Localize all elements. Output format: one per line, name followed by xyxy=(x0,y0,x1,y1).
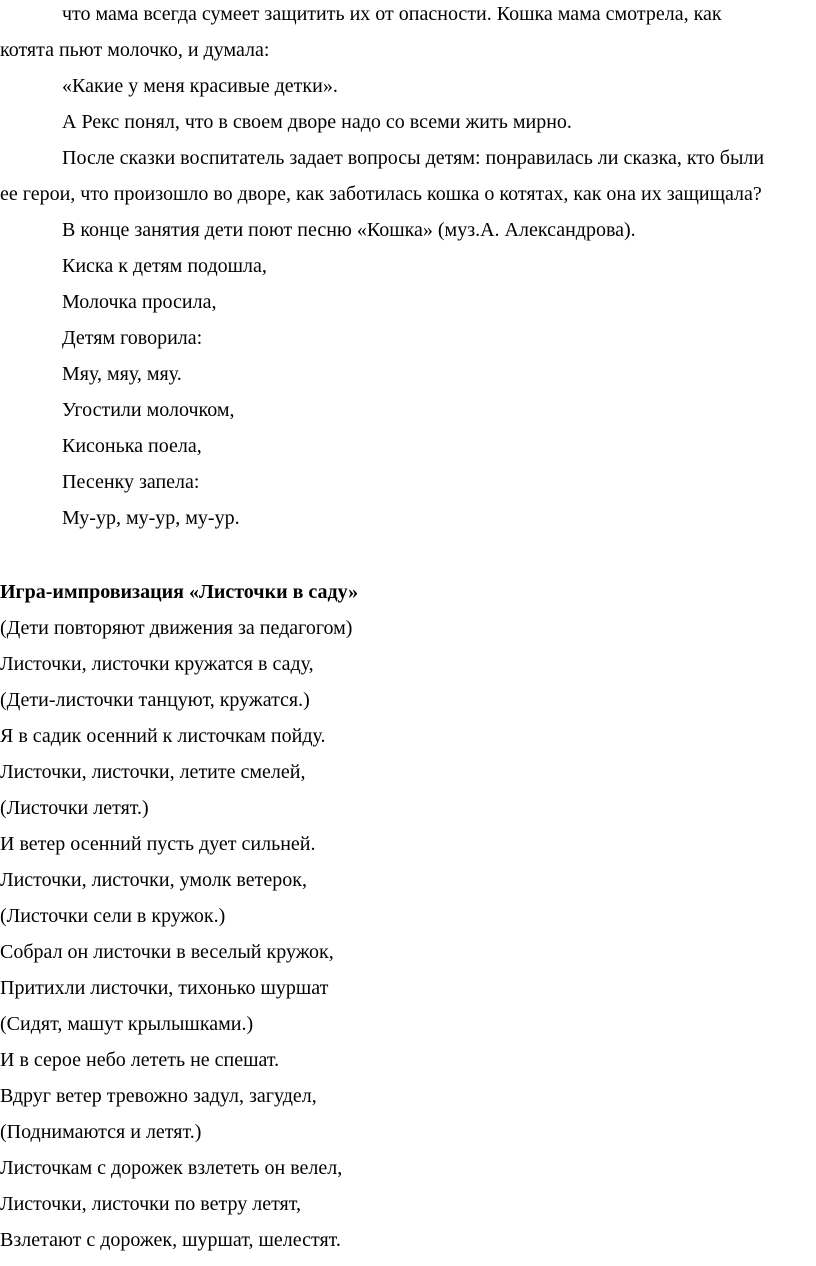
game-line: И ветер осенний пусть дует сильней. xyxy=(0,833,316,855)
song-line: Детям говорила: xyxy=(62,327,203,349)
game-line: (Листочки летят.) xyxy=(0,797,149,819)
story-paragraph-line: ее герои, что произошло во дворе, как заботилась кошка о котятах, как она их защищала? xyxy=(0,183,762,205)
song-line: Угостили молочком, xyxy=(62,399,235,421)
story-paragraph-line: котята пьют молочко, и думала: xyxy=(0,39,270,61)
story-paragraph-line: После сказки воспитатель задает вопросы детям: понравилась ли сказка, кто были xyxy=(62,147,765,169)
game-line: (Дети повторяют движения за педагогом) xyxy=(0,617,353,639)
song-line: Мяу, мяу, мяу. xyxy=(62,363,182,385)
song-line: Молочка просила, xyxy=(62,291,217,313)
game-line: (Сидят, машут крылышками.) xyxy=(0,1013,254,1035)
story-paragraph-line: что мама всегда сумеет защитить их от опасности. Кошка мама смотрела, как xyxy=(62,3,722,25)
game-line: Взлетают с дорожек, шуршат, шелестят. xyxy=(0,1229,341,1251)
game-line: Я в садик осенний к листочкам пойду. xyxy=(0,725,326,747)
game-line: Листочкам с дорожек взлететь он велел, xyxy=(0,1157,343,1179)
game-line: Листочки, листочки, умолк ветерок, xyxy=(0,869,307,891)
game-line: Листочки, листочки, летите смелей, xyxy=(0,761,306,783)
game-line: И в серое небо лететь не спешат. xyxy=(0,1049,280,1071)
game-line: Собрал он листочки в веселый кружок, xyxy=(0,941,334,963)
game-line: (Дети-листочки танцуют, кружатся.) xyxy=(0,689,310,711)
story-paragraph: А Рекс понял, что в своем дворе надо со всеми жить мирно. xyxy=(62,111,572,133)
song-line: Песенку запела: xyxy=(62,471,200,493)
song-line: Кисонька поела, xyxy=(62,435,202,457)
song-line: Му-ур, му-ур, му-ур. xyxy=(62,507,240,529)
game-line: (Поднимаются и летят.) xyxy=(0,1121,202,1143)
game-line: Листочки, листочки по ветру летят, xyxy=(0,1193,301,1215)
game-line: Листочки, листочки кружатся в саду, xyxy=(0,653,314,675)
game-line: Вдруг ветер тревожно задул, загудел, xyxy=(0,1085,317,1107)
section-heading: Игра-импровизация «Листочки в саду» xyxy=(0,581,359,603)
story-paragraph: В конце занятия дети поют песню «Кошка» (муз.А. Александрова). xyxy=(62,219,636,241)
story-quote: «Какие у меня красивые детки». xyxy=(62,75,338,97)
game-line: Притихли листочки, тихонько шуршат xyxy=(0,977,329,999)
game-line: (Листочки сели в кружок.) xyxy=(0,905,226,927)
song-line: Киска к детям подошла, xyxy=(62,255,267,277)
